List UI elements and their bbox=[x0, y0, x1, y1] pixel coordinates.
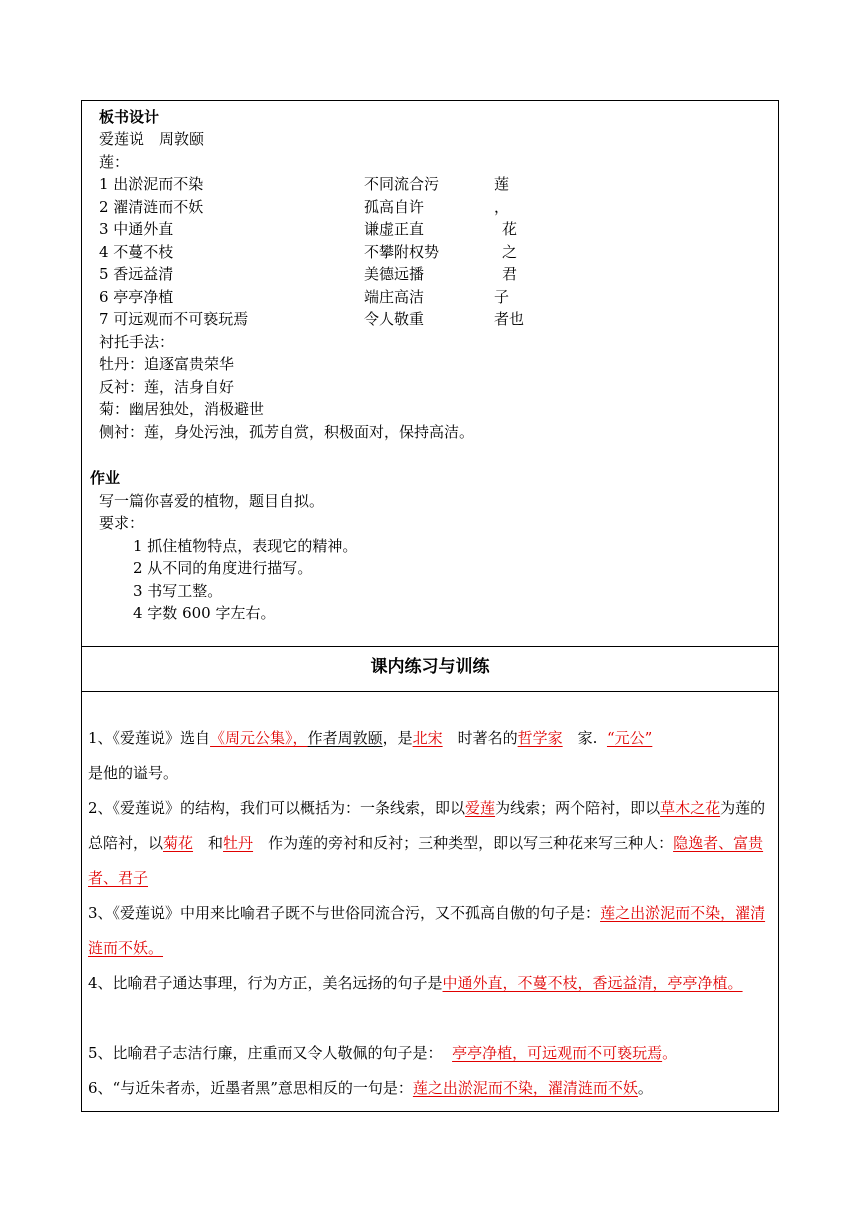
divider bbox=[82, 691, 778, 692]
requirement-item: 4 字数 600 字左右。 bbox=[133, 604, 276, 622]
homework-heading: 作业 bbox=[90, 469, 121, 487]
board-row-side: 花 bbox=[502, 220, 518, 238]
contrast-line: 牡丹：追逐富贵荣华 bbox=[99, 355, 235, 373]
question-5: 5、比喻君子志洁行廉，庄重而又令人敬佩的句子是： 亭亭净植，可远观而不可亵玩焉。 bbox=[88, 1044, 678, 1062]
answer-blank: “元公” bbox=[606, 729, 653, 747]
board-row-right: 端庄高洁 bbox=[364, 288, 425, 306]
requirement-item: 1 抓住植物特点，表现它的精神。 bbox=[133, 537, 358, 555]
board-title-line: 爱莲说 周敦颐 bbox=[99, 130, 205, 148]
board-row-side: 君 bbox=[502, 265, 518, 283]
board-row-left: 7 可远观而不可亵玩焉 bbox=[99, 310, 249, 328]
content-table bbox=[81, 100, 779, 1112]
board-row-right: 谦虚正直 bbox=[364, 220, 425, 238]
requirements-label: 要求： bbox=[99, 514, 145, 532]
answer-blank: 菊花 bbox=[163, 834, 194, 852]
board-row-side: 子 bbox=[494, 288, 510, 306]
question-3: 3、《爱莲说》中用来比喻君子既不与世俗同流合污，又不孤高自傲的句子是：莲之出淤泥而不染，濯清涟而不妖。 bbox=[88, 904, 766, 957]
homework-task: 写一篇你喜爱的植物，题目自拟。 bbox=[99, 492, 325, 510]
answer-blank: 北宋 bbox=[412, 729, 443, 747]
answer-blank: 牡丹 bbox=[223, 834, 254, 852]
contrast-line: 反衬：莲，洁身自好 bbox=[99, 378, 235, 396]
answer-blank: 《周元公集》， bbox=[210, 729, 308, 747]
answer-blank: 哲学家 bbox=[517, 729, 563, 747]
board-row-left: 1 出淤泥而不染 bbox=[99, 175, 204, 193]
board-row-left: 4 不蔓不枝 bbox=[99, 243, 174, 261]
answer-blank: 爱莲 bbox=[465, 799, 496, 817]
board-row-left: 2 濯清涟而不妖 bbox=[99, 198, 204, 216]
answer-blank: 隐逸者、富贵者、君子 bbox=[88, 834, 764, 887]
board-row-side: 莲 bbox=[494, 175, 510, 193]
board-row-right: 不攀附权势 bbox=[364, 243, 440, 261]
practice-title: 课内练习与训练 bbox=[370, 657, 490, 677]
board-row-left: 6 亭亭净植 bbox=[99, 288, 174, 306]
board-row-right: 令人敬重 bbox=[364, 310, 425, 328]
lotus-label: 莲： bbox=[99, 153, 130, 171]
contrast-line: 菊：幽居独处，消极避世 bbox=[99, 400, 265, 418]
board-row-right: 孤高自许 bbox=[364, 198, 425, 216]
requirement-item: 3 书写工整。 bbox=[133, 582, 223, 600]
board-row-left: 3 中通外直 bbox=[99, 220, 174, 238]
contrast-line: 侧衬：莲，身处污浊，孤芳自赏，积极面对，保持高洁。 bbox=[99, 423, 475, 441]
board-heading: 板书设计 bbox=[99, 108, 160, 126]
board-row-side: 者也 bbox=[494, 310, 525, 328]
answer-blank: 莲之出淤泥而不染，濯清涟而不妖。 bbox=[88, 904, 766, 957]
question-1: 1、《爱莲说》选自《周元公集》，作者周敦颐，是北宋 时著名的哲学家 家. “元公” 是他的谥号。 bbox=[88, 729, 653, 782]
requirement-item: 2 从不同的角度进行描写。 bbox=[133, 559, 313, 577]
contrast-label: 衬托手法： bbox=[99, 333, 175, 351]
answer-blank: 中通外直，不蔓不枝，香远益清，亭亭净植。 bbox=[442, 974, 743, 992]
board-row-side: 之 bbox=[502, 243, 518, 261]
question-2: 2、《爱莲说》的结构，我们可以概括为：一条线索，即以爱莲为线索；两个陪衬，即以草木之花为莲的总陪衬，以菊花 和牡丹 作为莲的旁衬和反衬；三种类型，即以写三种花来写三种人：隐逸者、富贵者、君子 bbox=[88, 799, 766, 887]
answer-blank: 亭亭净植，可远观而不可亵玩焉 bbox=[452, 1044, 663, 1062]
answer-blank: 莲之出淤泥而不染，濯清涟而不妖 bbox=[412, 1079, 638, 1097]
board-row-left: 5 香远益清 bbox=[99, 265, 174, 283]
question-4: 4、比喻君子通达事理，行为方正，美名远扬的句子是中通外直，不蔓不枝，香远益清，亭亭净植。 bbox=[88, 974, 743, 992]
divider bbox=[82, 646, 778, 647]
board-row-right: 不同流合污 bbox=[364, 175, 440, 193]
board-row-right: 美德远播 bbox=[364, 265, 425, 283]
question-6: 6、“与近朱者赤，近墨者黑”意思相反的一句是：莲之出淤泥而不染，濯清涟而不妖。 bbox=[88, 1079, 653, 1097]
answer-blank: 草木之花 bbox=[660, 799, 721, 817]
board-row-side: ， bbox=[494, 198, 510, 216]
